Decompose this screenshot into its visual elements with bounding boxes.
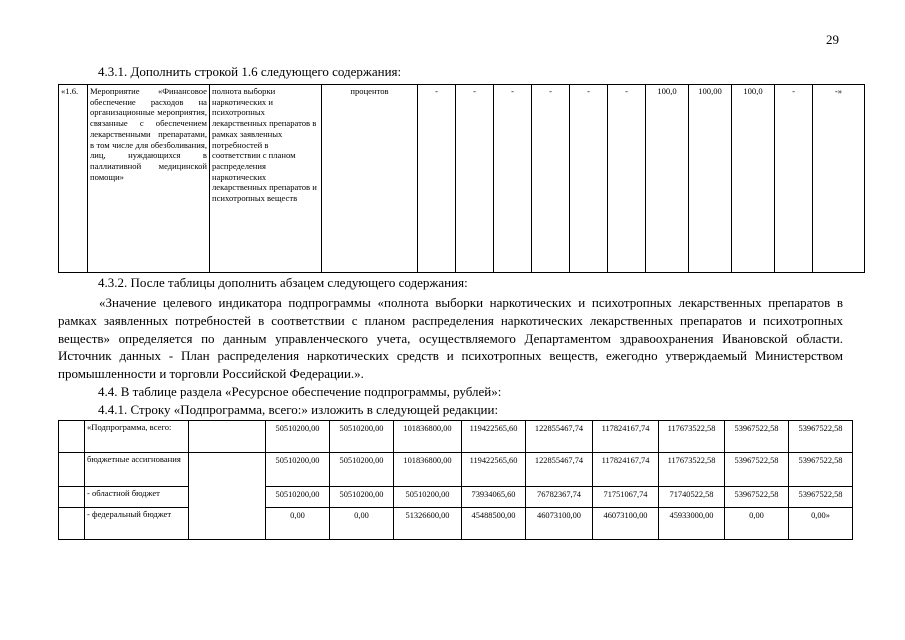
value-cell: 50510200,00 [330, 487, 394, 508]
value-cell: 53967522,58 [725, 453, 789, 487]
value-cell: - [775, 85, 813, 273]
value-cell: 73934065,60 [462, 487, 526, 508]
table-row [59, 487, 853, 508]
value-cell: 50510200,00 [330, 453, 394, 487]
value-cell: 53967522,58 [789, 421, 853, 453]
unit: процентов [322, 85, 418, 273]
table-row [59, 85, 865, 273]
value-cell: - [456, 85, 494, 273]
table-row [59, 453, 853, 487]
value-cell: 0,00 [330, 508, 394, 540]
value-cell: 53967522,58 [789, 487, 853, 508]
value-cell: 119422565,60 [462, 421, 526, 453]
value-cell: 101836800,00 [394, 421, 462, 453]
value-cell: 0,00 [266, 508, 330, 540]
value-cell: 76782367,74 [526, 487, 593, 508]
value-cell: - [570, 85, 608, 273]
value-cell: - [608, 85, 646, 273]
value-cell: 45933000,00 [659, 508, 725, 540]
row-label: «Подпрограмма, всего: [85, 421, 189, 453]
resource-table [58, 420, 853, 540]
indicator-paragraph: «Значение целевого индикатора подпрограммы «полнота выборки наркотических и психотропных лекарственных препаратов в рамках заявленных потребностей в соответствии с планом распределения наркотических лекарственных препаратов и психотропных веществ» определяется по данным управленческого учета, осуществляемого Департаментом здравоохранения Ивановской области. Источник данных - План распределения наркотических средств и психотропных веществ, ежегодно утверждаемый Министерством промышленности и торговли Российской Федерации.». [58, 295, 843, 382]
value-cell: -» [813, 85, 865, 273]
section-4-4-1: 4.4.1. Строку «Подпрограмма, всего:» изложить в следующей редакции: [98, 402, 499, 417]
value-cell: 50510200,00 [266, 421, 330, 453]
value-cell: 50510200,00 [266, 487, 330, 508]
row-label: бюджетные ассигнования [85, 453, 189, 487]
value-cell: 50510200,00 [266, 453, 330, 487]
value-cell: 0,00» [789, 508, 853, 540]
value-cell: 119422565,60 [462, 453, 526, 487]
indicator-name: полнота выборки наркотических и психотропных лекарственных препаратов в рамках заявленных потребностей в соответствии с планом распределения наркотических лекарственных препаратов и психотропных веществ [210, 85, 322, 273]
value-cell: 100,00 [689, 85, 732, 273]
value-cell: 50510200,00 [330, 421, 394, 453]
value-cell: 117673522,58 [659, 421, 725, 453]
value-cell: 53967522,58 [725, 487, 789, 508]
value-cell: 46073100,00 [593, 508, 659, 540]
value-cell: 46073100,00 [526, 508, 593, 540]
value-cell: 122855467,74 [526, 421, 593, 453]
page-number: 29 [826, 32, 839, 47]
value-cell: 53967522,58 [725, 421, 789, 453]
value-cell: - [418, 85, 456, 273]
section-4-3-2: 4.3.2. После таблицы дополнить абзацем следующего содержания: [98, 275, 468, 290]
value-cell: 71740522,58 [659, 487, 725, 508]
activity-name: Мероприятие «Финансовое обеспечение расходов на организационные мероприятия, связанные с обеспечением лекарственными препаратами, в том числе для обезболивания, лиц, нуждающихся в паллиативной медицинской помощи» [88, 85, 210, 273]
indicator-table [58, 84, 865, 273]
value-cell: 122855467,74 [526, 453, 593, 487]
value-cell: - [494, 85, 532, 273]
value-cell: 101836800,00 [394, 453, 462, 487]
value-cell: 100,0 [646, 85, 689, 273]
section-4-4: 4.4. В таблице раздела «Ресурсное обеспечение подпрограммы, рублей»: [98, 384, 502, 399]
row-number: «1.6. [59, 85, 88, 273]
value-cell: 51326600,00 [394, 508, 462, 540]
value-cell: 0,00 [725, 508, 789, 540]
table-row [59, 508, 853, 540]
value-cell: 50510200,00 [394, 487, 462, 508]
section-4-3-1: 4.3.1. Дополнить строкой 1.6 следующего содержания: [98, 64, 402, 79]
value-cell: 117824167,74 [593, 421, 659, 453]
table-row [59, 421, 853, 453]
value-cell: 117673522,58 [659, 453, 725, 487]
row-label: - областной бюджет [85, 487, 189, 508]
value-cell: 100,0 [732, 85, 775, 273]
value-cell: 45488500,00 [462, 508, 526, 540]
value-cell: 117824167,74 [593, 453, 659, 487]
value-cell: - [532, 85, 570, 273]
value-cell: 53967522,58 [789, 453, 853, 487]
value-cell: 71751067,74 [593, 487, 659, 508]
row-label: - федеральный бюджет [85, 508, 189, 540]
